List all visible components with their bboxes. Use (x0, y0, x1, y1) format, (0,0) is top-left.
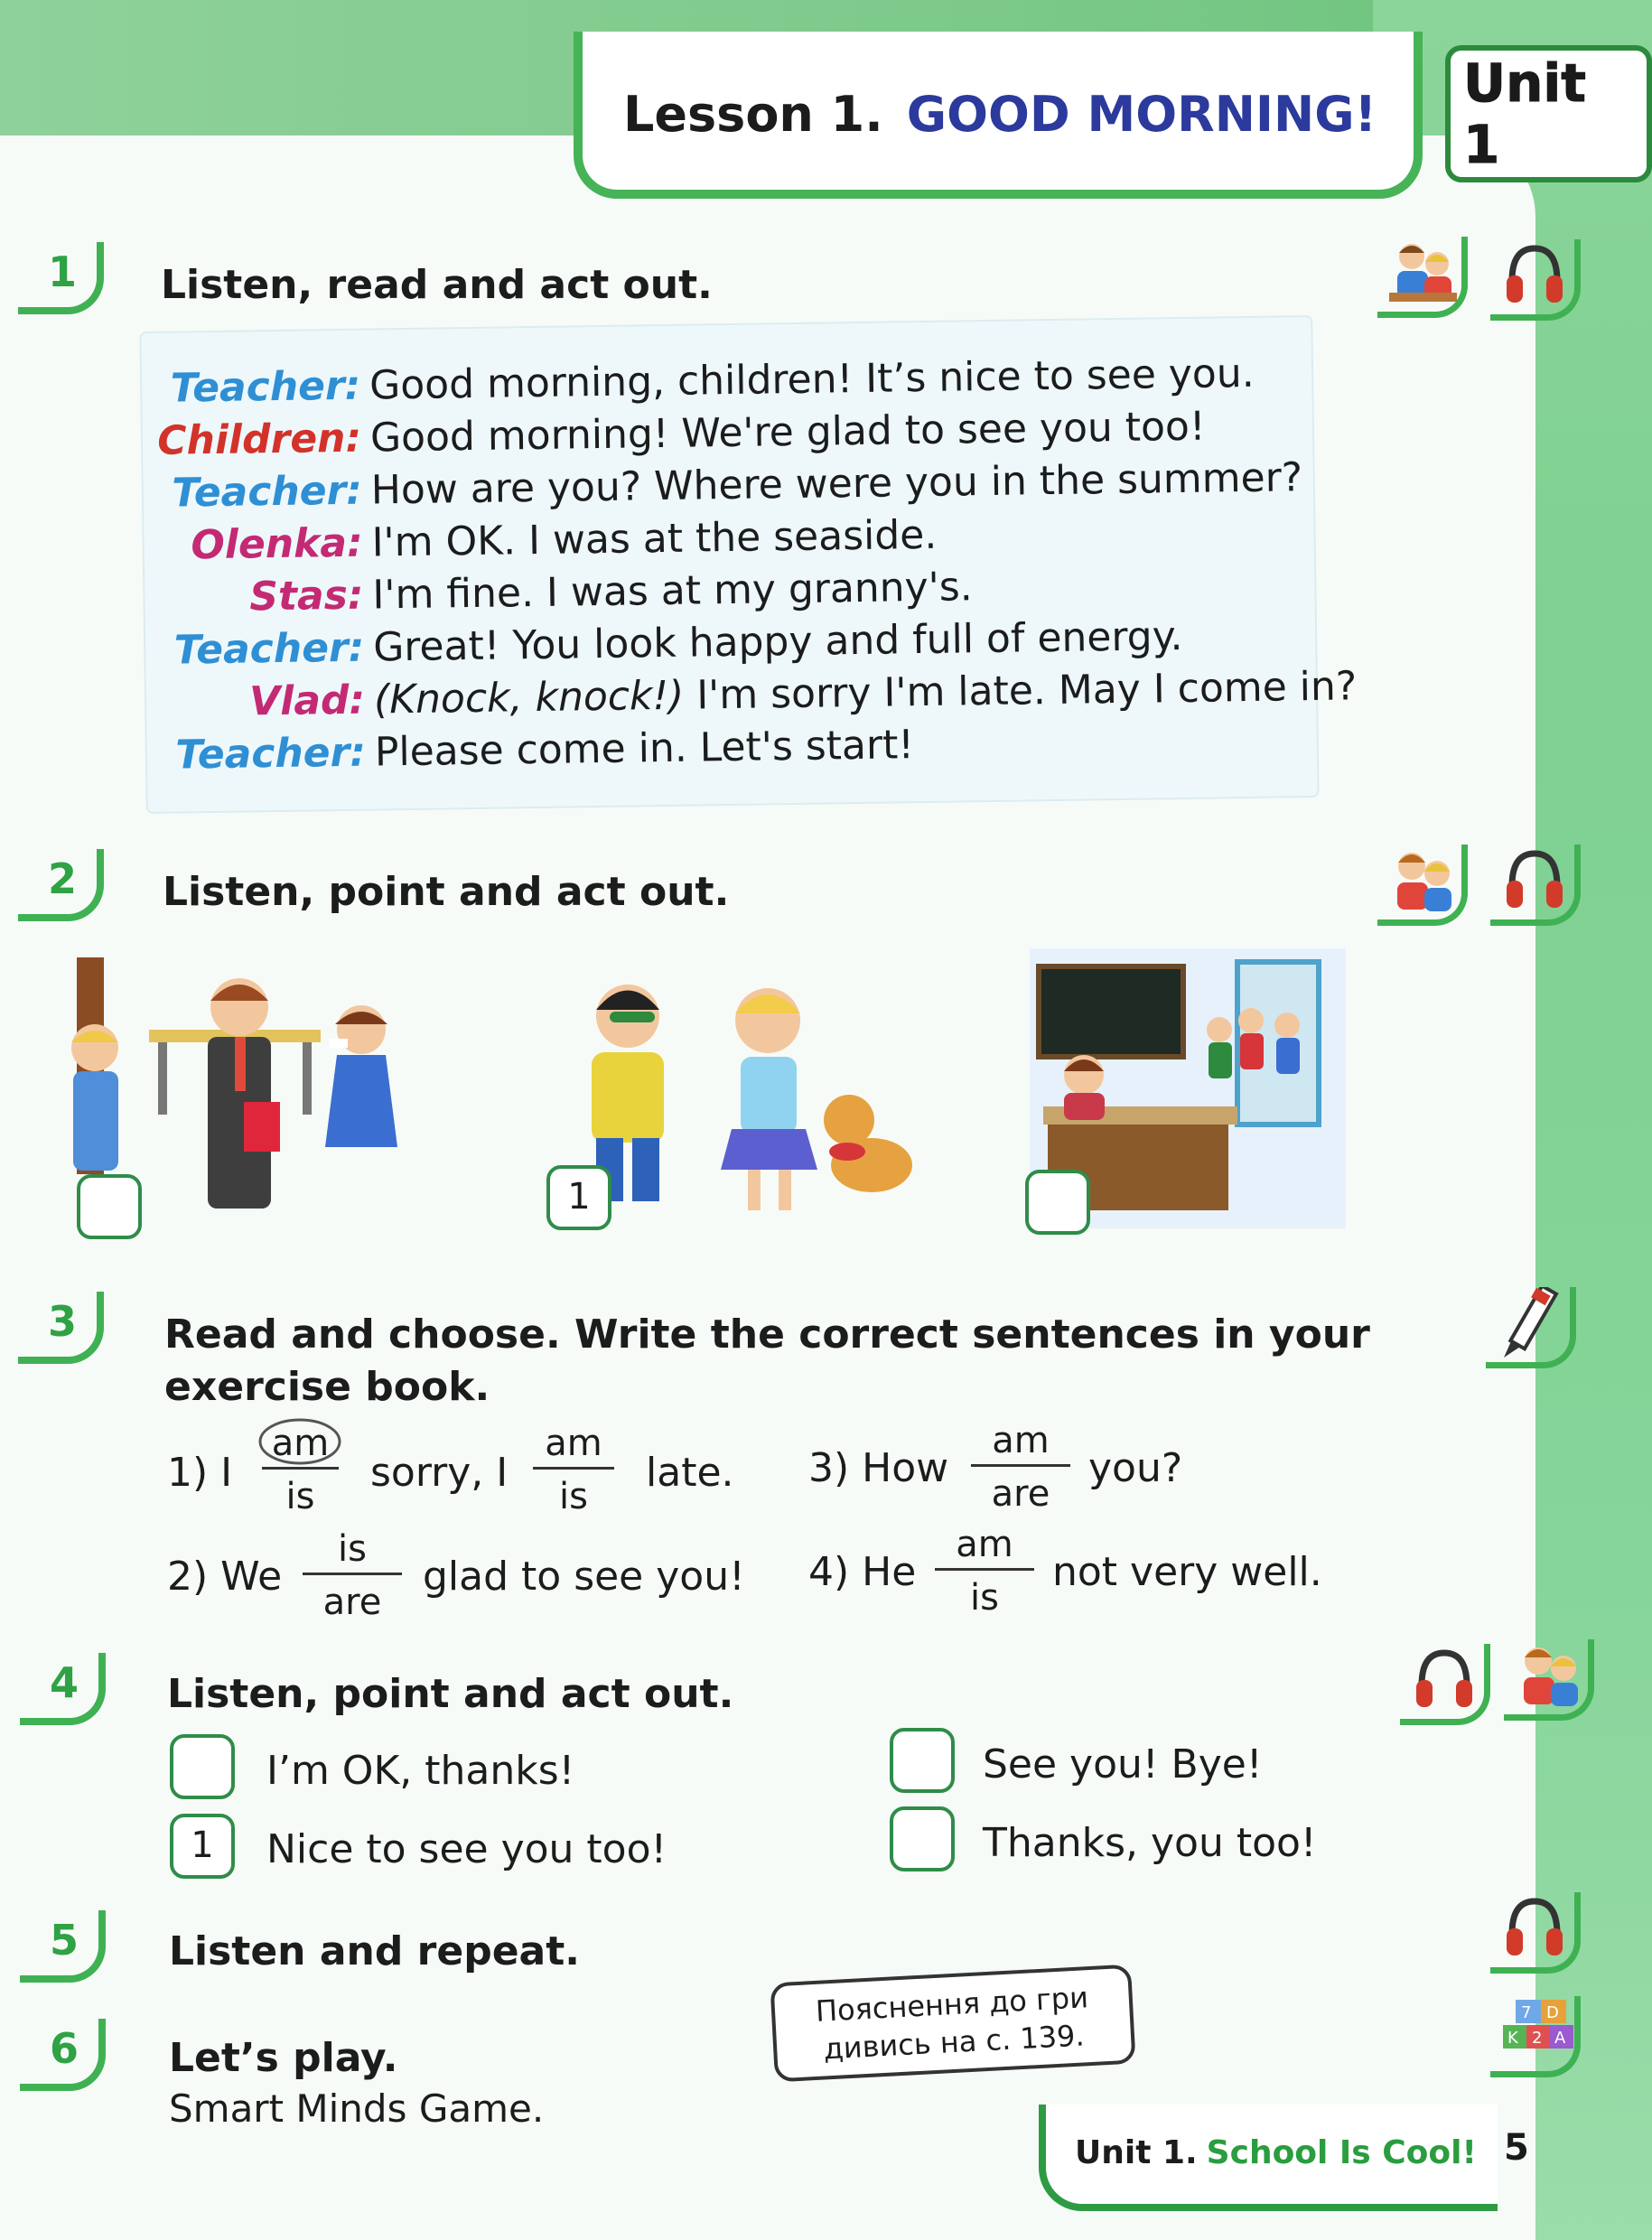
answer-box[interactable]: 1 (170, 1814, 235, 1879)
exercise-number-3: 3 (18, 1292, 104, 1364)
note-line: Пояснення до гри (815, 1980, 1089, 2029)
answer-box[interactable]: 1 (546, 1165, 611, 1230)
dialogue-text: Good morning! We're glad to see you too! (369, 403, 1206, 462)
circle-mark-icon (257, 1416, 343, 1467)
dialogue-text: I'm OK. I was at the seaside. (371, 511, 938, 566)
choice-option: is (303, 1531, 402, 1575)
exercise-number-5: 5 (20, 1910, 106, 1983)
dialogue-speaker: Children: (156, 415, 362, 464)
choice-option: are (991, 1473, 1050, 1515)
dialogue-rest: I'm sorry I'm late. May I come in? (683, 663, 1358, 719)
answer-box[interactable] (77, 1174, 142, 1239)
ex3-choice[interactable] (303, 1528, 402, 1623)
choice-option: are (322, 1582, 382, 1623)
ex3-sentence-1-mid: sorry, I (370, 1450, 509, 1496)
exercise-title-6: Let’s play. (169, 2035, 398, 2081)
choice-option: am (935, 1526, 1034, 1571)
svg-text:2: 2 (1532, 2029, 1543, 2048)
ex3-sentence-4-end: not very well. (1052, 1549, 1322, 1595)
lesson-topic: GOOD MORNING! (906, 86, 1377, 143)
pair-work-icon (1377, 845, 1468, 926)
exercise-title-2: Listen, point and act out. (163, 869, 730, 915)
choice-option: am (533, 1425, 614, 1470)
dialogue-text: I'm fine. I was at my granny's. (372, 564, 974, 619)
headphones-icon (1400, 1644, 1490, 1725)
note-line: дивись на с. 139. (822, 2018, 1086, 2067)
ex4-option: See you! Bye! (983, 1741, 1263, 1787)
ex3-sentence-1-end: late. (646, 1450, 734, 1496)
footer-unit-title: School Is Cool! (1206, 2134, 1477, 2171)
alphabet-blocks-icon (1490, 1996, 1581, 2077)
ex3-choice[interactable] (935, 1524, 1034, 1619)
pencil-icon (1486, 1287, 1576, 1368)
dialogue-speaker: Stas: (248, 572, 364, 621)
answer-box[interactable] (170, 1734, 235, 1799)
dialogue-italic: (Knock, knock!) (373, 672, 685, 723)
exercise-title-3: Read and choose. Write the correct sentences in your (164, 1311, 1370, 1358)
exercise-number-6: 6 (20, 2019, 106, 2091)
choice-option: am (971, 1423, 1070, 1467)
dialogue-text: How are you? Where were you in the summer? (370, 454, 1303, 514)
ex3-sentence-3-end: you? (1088, 1445, 1183, 1491)
ex3-sentence-3-num: 3) How (808, 1445, 949, 1491)
exercise-number-2: 2 (18, 849, 104, 921)
exercise-number-1: 1 (18, 242, 104, 314)
exercise-title-3-cont: exercise book. (164, 1364, 490, 1410)
headphones-icon (1490, 1892, 1581, 1974)
ex4-option: I’m OK, thanks! (266, 1748, 575, 1794)
footer-title (1075, 2134, 1477, 2171)
dialogue-speaker: Teacher: (170, 362, 361, 412)
answer-box[interactable] (890, 1806, 955, 1871)
svg-text:D: D (1546, 2003, 1559, 2022)
dialogue-text: Good morning, children! It’s nice to see you. (369, 350, 1255, 409)
exercise-number-4: 4 (20, 1653, 106, 1725)
answer-box[interactable] (890, 1728, 955, 1793)
page-number: 5 (1504, 2127, 1529, 2169)
headphones-icon (1490, 239, 1581, 321)
unit-tag: Unit 1 (1445, 45, 1652, 182)
svg-text:K: K (1507, 2029, 1518, 2048)
ex4-option: Thanks, you too! (983, 1820, 1317, 1866)
dialogue-box (141, 317, 1358, 812)
ex3-sentence-2-num: 2) We (167, 1554, 283, 1600)
game-name: Smart Minds Game. (169, 2086, 545, 2131)
ex3-sentence-4-num: 4) He (808, 1549, 917, 1595)
choice-option: is (559, 1476, 588, 1517)
choice-option: is (285, 1476, 315, 1517)
ex3-sentence-2-end: glad to see you! (423, 1554, 745, 1600)
dialogue-speaker: Teacher: (175, 729, 367, 779)
note-bubble (770, 1965, 1135, 2083)
ex3-choice[interactable] (533, 1425, 614, 1515)
dialogue-speaker: Vlad: (248, 677, 366, 725)
exercise-title-1: Listen, read and act out. (161, 262, 713, 308)
choice-option: am (262, 1425, 339, 1470)
dialogue-text: Great! You look happy and full of energy. (372, 613, 1183, 671)
ex4-option: Nice to see you too! (266, 1826, 667, 1872)
ex3-sentence-1-num: 1) I (167, 1450, 233, 1496)
pair-work-icon (1504, 1639, 1594, 1721)
lesson-title (623, 86, 1377, 143)
pair-work-icon (1377, 237, 1468, 318)
dialogue-speaker: Olenka: (191, 519, 363, 569)
svg-text:A: A (1554, 2029, 1566, 2048)
exercise-title-5: Listen and repeat. (169, 1928, 580, 1974)
answer-box[interactable] (1025, 1170, 1090, 1235)
choice-option: is (970, 1577, 999, 1619)
dialogue-speaker: Teacher: (173, 624, 365, 674)
exercise-title-4: Listen, point and act out. (167, 1671, 734, 1717)
footer-unit: Unit 1. (1075, 2134, 1198, 2171)
lesson-label: Lesson 1. (623, 86, 883, 143)
ex3-choice[interactable] (971, 1420, 1070, 1515)
dialogue-speaker: Teacher: (172, 467, 363, 517)
dialogue-text: Please come in. Let's start! (374, 722, 915, 776)
headphones-icon (1490, 845, 1581, 926)
svg-text:7: 7 (1521, 2003, 1532, 2022)
